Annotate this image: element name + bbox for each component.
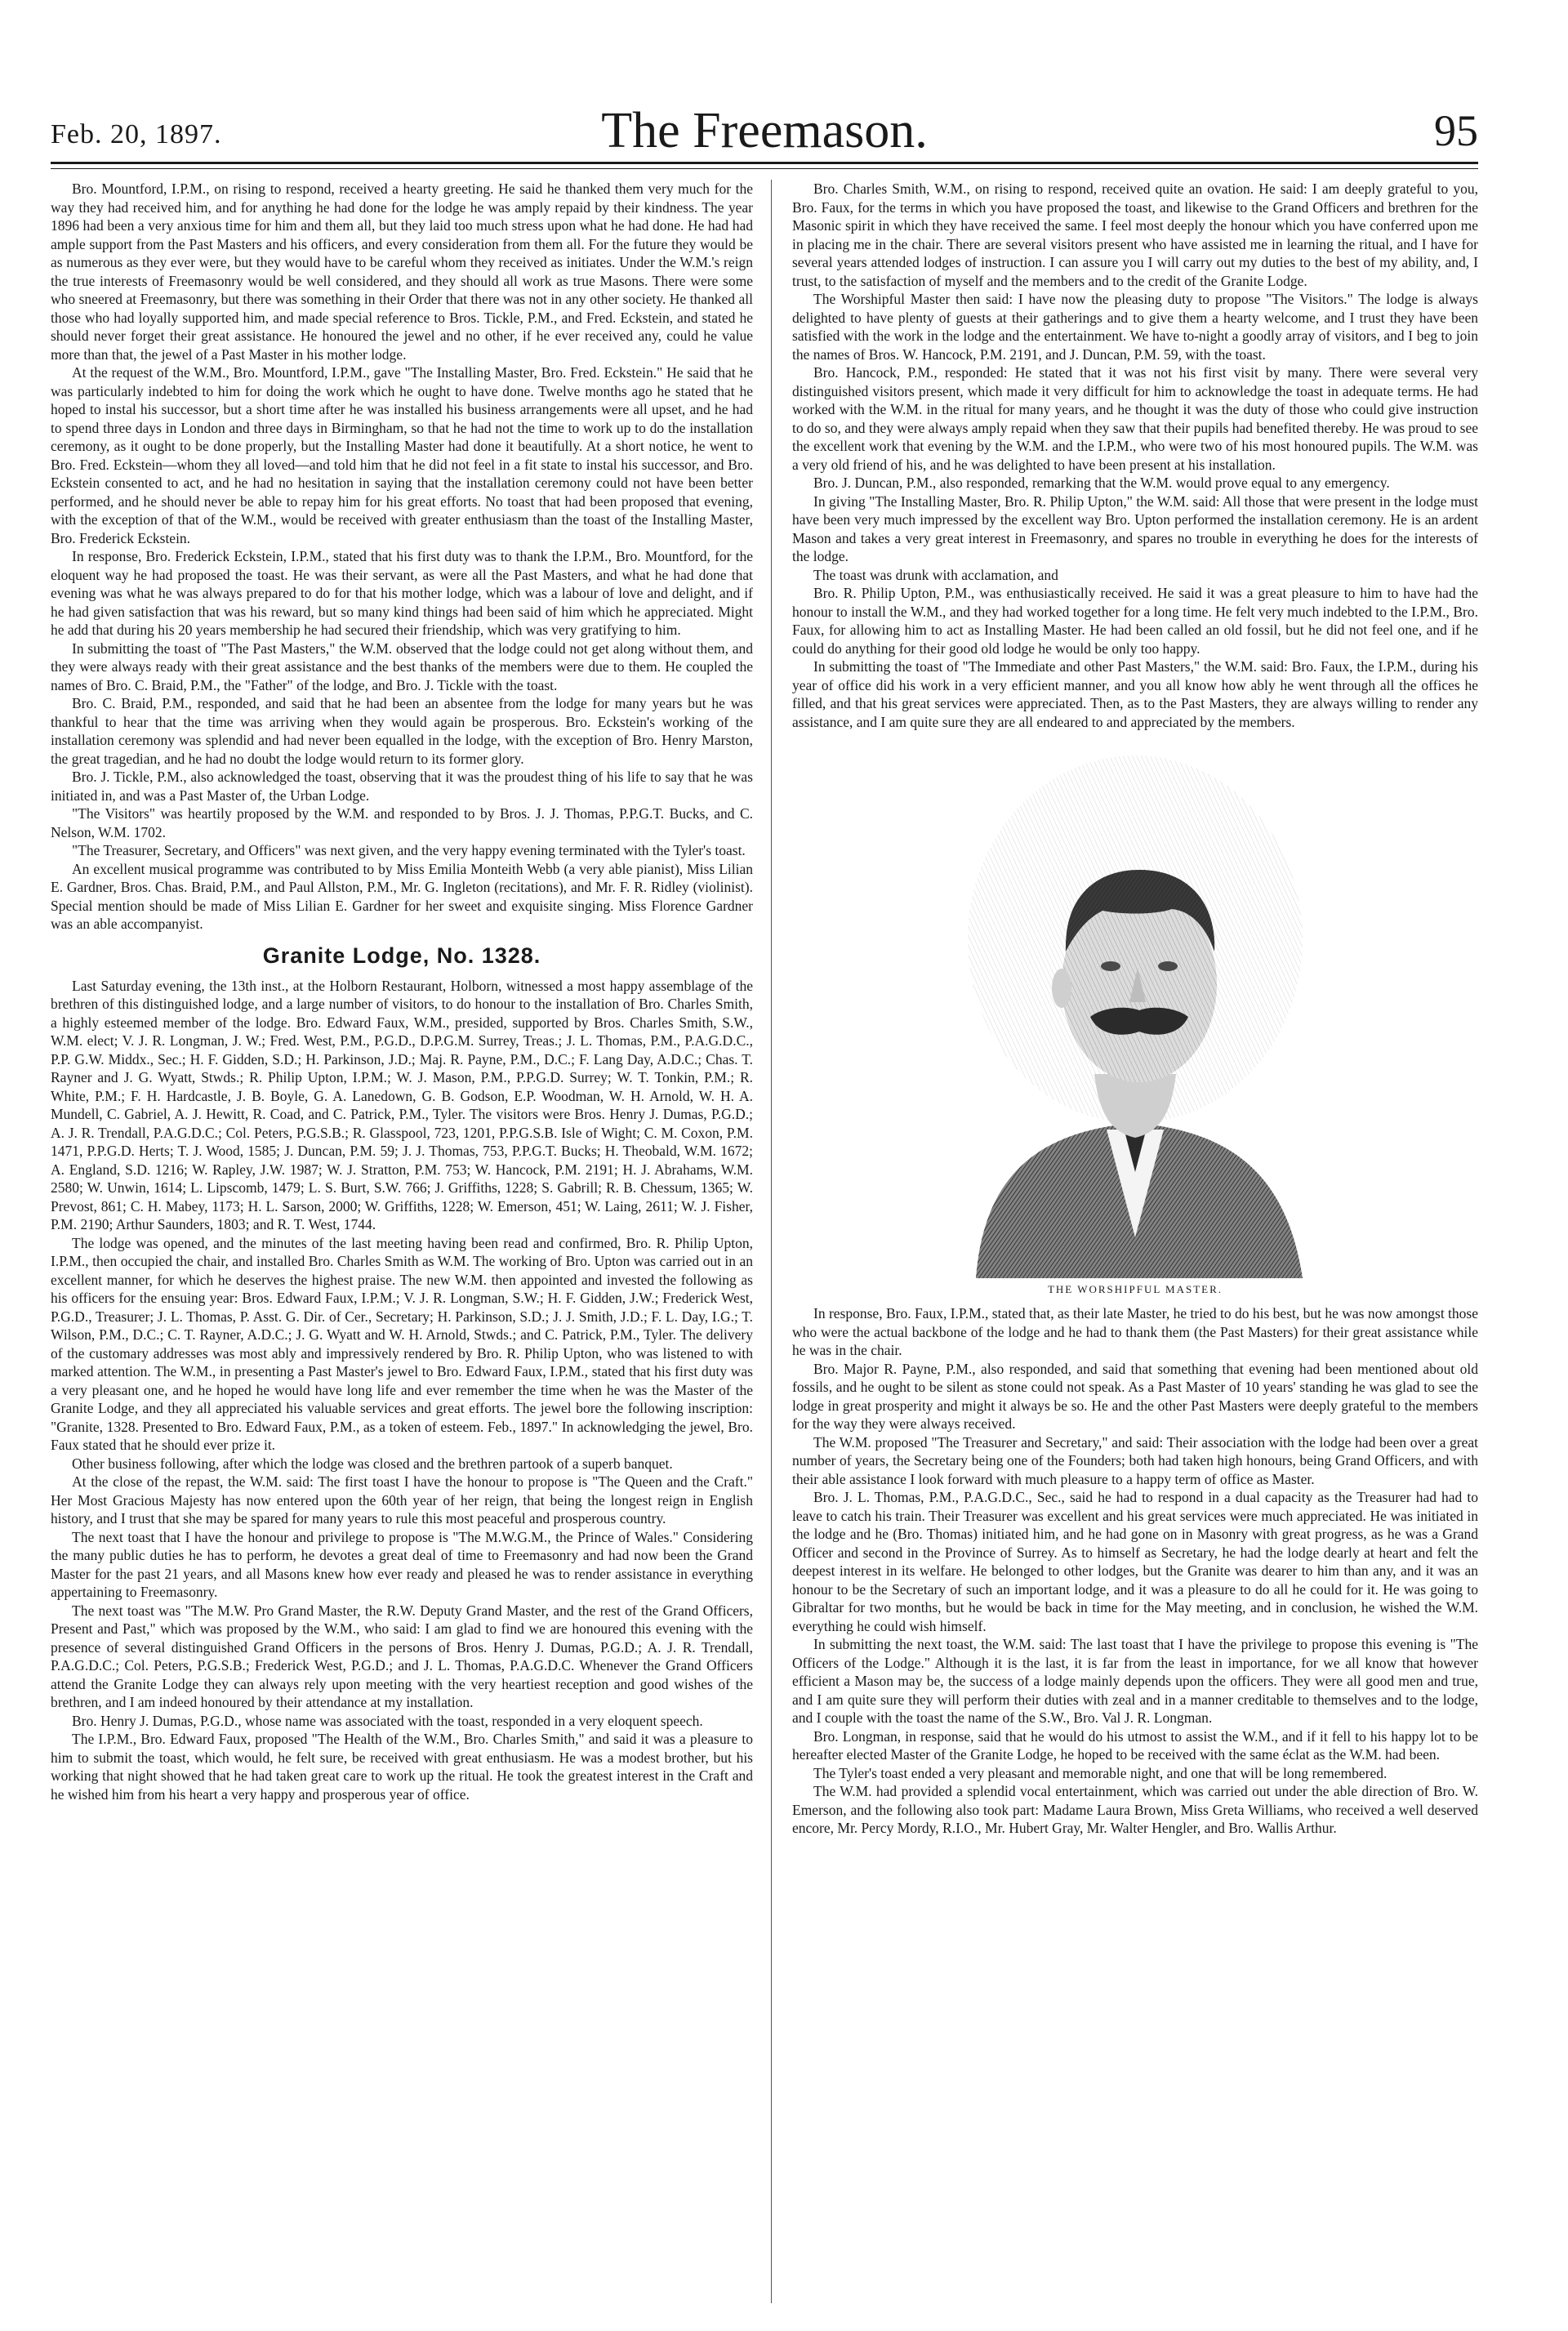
masthead-rule-thin bbox=[51, 168, 1478, 169]
article-paragraph: The W.M. had provided a splendid vocal entertainment, which was carried out under the able direction of Bro. W. Emerson, and the following also took part: Madame Laura Brown, Miss Greta Williams, who received a well deserved encore, Mr. Percy Mordy, R.I.O., Mr. Hubert Gray, Mr. Walter Hengler, and Bro. Wallis Arthur. bbox=[792, 1783, 1478, 1836]
article-paragraph: The W.M. proposed "The Treasurer and Secretary," and said: Their association with the lodge had been over a great number of years, the Secretary being one of the Founders; both had taken high honours, being Grand Officers, and with their able assistance I look forward with much pleasure to a happy term of office as Master. bbox=[792, 1433, 1478, 1487]
left-column bbox=[51, 180, 753, 2303]
article-paragraph: Bro. Henry J. Dumas, P.G.D., whose name was associated with the toast, responded in a very eloquent speech. bbox=[72, 1712, 703, 1729]
article-paragraph: Bro. R. Philip Upton, P.M., was enthusiastically received. He said it was a great pleasure to him to have had the honour to install the W.M., and they had worked together for a long time. He felt very much indebted to the I.P.M., Bro. Faux, for allowing him to act as Installing Master. He had been called an old fossil, but he did not feel one, and if he could do anything for their good old lodge he would be only too happy. bbox=[792, 585, 1478, 657]
portrait-caption: THE WORSHIPFUL MASTER. bbox=[1047, 1283, 1223, 1295]
article-paragraph: "The Treasurer, Secretary, and Officers" was next given, and the very happy evening terminated with the Tyler's toast. bbox=[72, 842, 746, 858]
article-paragraph: Last Saturday evening, the 13th inst., at the Holborn Restaurant, Holborn, witnessed a most happy assemblage of the brethren of this distinguished lodge, and a large number of visitors, to do honour to the installation of Bro. Charles Smith, a highly esteemed member of the lodge. Bro. Edward Faux, W.M., presided, supported by Bros. Charles Smith, S.W., W.M. elect; V. J. R. Longman, J. W.; Fred. West, P.M., P.G.D., D.P.G.M. Surrey, Treas.; J. L. Thomas, P.M., P.A.G.D.C., P.P. G.W. Middx., Sec.; H. F. Gidden, S.D.; H. Parkinson, J.D.; Maj. R. Payne, P.M., D.C.; F. Lang Day, A.D.C.; Chas. T. Rayner and J. G. Wyatt, Stwds.; R. Philip Upton, I.P.M.; W. J. Mason, P.M., P.P.G.D. Surrey; W. T. Tonkin, P.M.; R. White, P.M.; F. H. Hardcastle, J. B. Boyle, G. A. Lanedown, G. B. Godson, E.P. Woodman, W. H. Arnold, W. H. A. Mundell, C. Gabriel, A. J. Hewitt, R. Coad, and C. Patrick, P.M., Tyler. The visitors were Bros. Henry J. Dumas, P.G.D.; A. J. R. Trendall, P.A.G.D.C.; Col. Peters, P.G.S.B.; R. Glasspool, 723, 1201, P.P.G.S.B. Isle of Wight; C. M. Coxon, P.M. 1471, P.P.G.D. Herts; T. J. Wood, 1585; J. Duncan, P.M. 59; J. J. Thomas, 753, P.P.G.T. Bucks; H. Theobald, W.M. 1672; A. England, S.D. 1216; W. Rapley, J.W. 1987; W. J. Stratton, P.M. 753; W. Hancock, P.M. 2191; H. J. Abrahams, W.M. 2580; W. Unwin, 1614; L. Lipscomb, 1479; L. S. Burt, S.W. 766; J. Griffiths, 1228; S. Gabrill; R. B. Chessum, 1365; W. Prevost, 861; C. H. Mabey, 1173; H. L. Sarson, 2000; W. Griffiths, 1228; W. Emerson, 451; W. Laing, 2611; W. J. Fisher, P.M. 2190; Arthur Saunders, 1803; and R. T. West, 1744. bbox=[51, 977, 753, 1232]
article-paragraph: Bro. Longman, in response, said that he would do his utmost to assist the W.M., and if it fell to his happy lot to be hereafter elected Master of the Granite Lodge, he hoped to be received with the same éclat as the W.M. had been. bbox=[792, 1727, 1478, 1763]
masthead bbox=[51, 103, 1478, 158]
article-paragraph: Bro. C. Braid, P.M., responded, and said that he had been an absentee from the lodge for many years but he was thankful to hear that the time was arriving when they would again be prosperous. Bro. Eckstein's working of the installation ceremony was splendid and had never been equalled in the lodge, with the exception of Bro. Henry Marston, the great tragedian, and he had no doubt the lodge would return to its former glory. bbox=[51, 695, 753, 767]
article-paragraph: In response, Bro. Frederick Eckstein, I.P.M., stated that his first duty was to thank the I.P.M., Bro. Mountford, for the eloquent way he had proposed the toast. He was their servant, as were all the Past Masters, and what he had done that evening was what he was always prepared to do for that his mother lodge, which was a labour of love and delight, and if he had given satisfaction that was his reward, but so many kind things had been said of him which he appreciated. Might he add that during his 20 years membership he had secured their friendship, which was very gratifying to him. bbox=[51, 548, 753, 638]
article-paragraph: The I.P.M., Bro. Edward Faux, proposed "The Health of the W.M., Bro. Charles Smith," and said it was a pleasure to him to submit the toast, which would, he felt sure, be received with great enthusiasm. He was a modest brother, but his working that night showed that he had taken great care to work up the ritual. He took the greatest interest in the Craft and he wished him from his heart a very happy and prosperous year of office. bbox=[51, 1731, 753, 1803]
article-granite-lodge bbox=[51, 977, 753, 1804]
page-number: 95 bbox=[1434, 106, 1478, 155]
article-paragraph: In submitting the next toast, the W.M. said: The last toast that I have the privilege to propose this evening is "The Officers of the Lodge." Although it is the last, it is far from the least in importance, for we all know that however efficient a Mason may be, the success of a lodge mainly depends upon the officers. They were all good men and true, and I am quite sure they will perform their duties with zeal and in a manner creditable to themselves and to the lodge, and I couple with the toast the name of the S.W., Bro. Val J. R. Longman. bbox=[792, 1636, 1478, 1726]
article-paragraph: "The Visitors" was heartily proposed by the W.M. and responded to by Bros. J. J. Thomas, P.P.G.T. Bucks, and C. Nelson, W.M. 1702. bbox=[51, 805, 753, 840]
article-paragraph: Bro. Major R. Payne, P.M., also responded, and said that something that evening had been mentioned about old fossils, and he ought to be silent as stone could not speak. As a Past Master of 10 years' standing he was glad to see the lodge in great prosperity and might it always be so. He and the other Past Masters were deeply grateful to the members for the way they were always received. bbox=[792, 1360, 1478, 1432]
article-paragraph: An excellent musical programme was contributed to by Miss Emilia Monteith Webb (a very able pianist), Miss Lilian E. Gardner, Bros. Chas. Braid, P.M., and Paul Allston, P.M., Mr. G. Ingleton (recitations), and Mr. F. R. Ridley (violinist). Special mention should be made of Miss Lilian E. Gardner for her sweet and exquisite singing. Miss Florence Gardner was an able accompanyist. bbox=[51, 860, 753, 932]
article-paragraph: The toast was drunk with acclamation, and bbox=[813, 566, 1058, 583]
article-paragraph: The next toast that I have the honour and privilege to propose is "The M.W.G.M., the Prince of Wales." Considering the many public duties he has to perform, he devotes a great deal of time to Freemasonry and had now been the Grand Master for the past 21 years, and all Masons knew how ever ready and pleased he was to render assistance in everything appertaining to Freemasonry. bbox=[51, 1528, 753, 1600]
portrait-illustration bbox=[943, 747, 1327, 1278]
article-paragraph: The Worshipful Master then said: I have now the pleasing duty to propose "The Visitors." The lodge is always delighted to have plenty of guests at their gatherings and to give them a hearty welcome, and I trust they have been satisfied with the work in the lodge and the entertainment. We have to-night a goodly array of visitors, and I beg to join the names of Bros. W. Hancock, P.M. 2191, and J. Duncan, P.M. 59, with the toast. bbox=[792, 291, 1478, 363]
article-paragraph: Bro. Charles Smith, W.M., on rising to respond, received quite an ovation. He said: I am deeply grateful to you, Bro. Faux, for the terms in which you have proposed the toast, and likewise to the Grand Officers and brethren for the Masonic spirit in which they have received the same. I feel most deeply the honour which you have conferred upon me in placing me in the chair. There are several visitors present who have assisted me in learning the ritual, and I have for several years attended lodges of instruction. I can assure you I will carry out my duties to the best of my ability, and, I trust, to the satisfaction of myself and the members and to the credit of the Granite Lodge. bbox=[792, 181, 1478, 289]
article-paragraph: In submitting the toast of "The Past Masters," the W.M. observed that the lodge could not get along without them, and they were always ready with their great assistance and the best thanks of the members were due to them. He coupled the names of Bro. C. Braid, P.M., the "Father" of the lodge, and Bro. J. Tickle with the toast. bbox=[51, 640, 753, 693]
article-paragraph: In giving "The Installing Master, Bro. R. Philip Upton," the W.M. said: All those that were present in the lodge must have been very much impressed by the excellent way Bro. Upton performed the installation ceremony. He is an ardent Mason and takes a very great interest in Freemasonry, and spares no trouble in everything he does for the interests of the lodge. bbox=[792, 492, 1478, 564]
article-lodge-report bbox=[51, 180, 753, 934]
masthead-rule bbox=[51, 162, 1478, 164]
article-paragraph: At the close of the repast, the W.M. said: The first toast I have the honour to propose is "The Queen and the Craft." Her Most Gracious Majesty has now entered upon the 60th year of her reign, that being the longest reign in English history, and I trust that she may be spared for many years to rule this most peaceful and prosperous country. bbox=[51, 1473, 753, 1527]
article-paragraph: In submitting the toast of "The Immediate and other Past Masters," the W.M. said: Bro. Faux, the I.P.M., during his year of office did his work in a very efficient manner, and you all know how ably he went through all the offices he filled, and that his great services were appreciated. Then, as to the Past Masters, they are always willing to render any assistance, and I am quite sure they are all endeared to and appreciated by the members. bbox=[792, 658, 1478, 730]
portrait-engraving bbox=[943, 747, 1327, 1278]
section-title-granite-lodge: Granite Lodge, No. 1328. bbox=[262, 943, 541, 968]
article-paragraph: The lodge was opened, and the minutes of the last meeting having been read and confirmed, Bro. R. Philip Upton, I.P.M., then occupied the chair, and installed Bro. Charles Smith as W.M. The working of Bro. Upton was carried out in an excellent manner, for which he deserves the highest praise. The new W.M. then appointed and invested the following as his officers for the ensuing year: Bros. Edward Faux, I.P.M.; V. J. R. Longman, S.W.; H. F. Gidden, J.W.; Frederick West, P.G.D., Treasurer; J. L. Thomas, P. Asst. G. Dir. of Cer., Secretary; H. Parkinson, S.D.; J. J. Smith, J.D.; F. L. Day, I.G.; T. Wilson, P.M., D.C.; C. T. Rayner, A.D.C.; J. G. Wyatt and W. H. Arnold, Stwds.; and C. Patrick, P.M., Tyler. The delivery of the customary addresses was most ably and impressively rendered by Bro. R. Philip Upton, who was listened to with marked attention. The W.M., in presenting a Past Master's jewel to Bro. Edward Faux, I.P.M., stated that his first duty was a very pleasant one, and he hoped he would have long life and ever remember the time when he was the Master of the Granite Lodge, and they all appreciated his valuable services and great efforts. The jewel bore the following inscription: "Granite, 1328. Presented to Bro. Edward Faux, P.M., as a token of esteem. Feb., 1897." In acknowledging the jewel, Bro. Faux stated that he should ever prize it. bbox=[51, 1234, 753, 1453]
issue-date: Feb. 20, 1897. bbox=[51, 119, 222, 149]
article-paragraph: Bro. Mountford, I.P.M., on rising to respond, received a hearty greeting. He said he thanked them very much for the way they had received him, and for anything he had done for the lodge he was amply repaid by their kindness. The year 1896 had been a very anxious time for him and them all, but they laid too much stress upon what he had done. He had had ample support from the Past Masters and his officers, and every consideration from them all. For the future they would be as numerous as they ever were, but they would have to be careful whom they received as initiates. Under the W.M.'s reign the true interests of Freemasonry would be well considered, and they should all work as true Masons. There were some who sneered at Freemasonry, but there was something in their Order that there was not in any other society. He thanked all those who had loyally supported him, and made special reference to Bros. Tickle, P.M., and Fred. Eckstein, and stated he should never forget their great assistance. He honoured the jewel and no other, if he ever received any, could he value more than that, the jewel of a Past Master in his mother lodge. bbox=[51, 181, 753, 363]
article-paragraph: Other business following, after which the lodge was closed and the brethren partook of a superb banquet. bbox=[72, 1455, 673, 1472]
article-paragraph: Bro. J. Duncan, P.M., also responded, remarking that the W.M. would prove equal to any emergency. bbox=[813, 475, 1390, 491]
article-paragraph: The Tyler's toast ended a very pleasant and memorable night, and one that will be long remembered. bbox=[813, 1764, 1388, 1781]
article-paragraph: The next toast was "The M.W. Pro Grand Master, the R.W. Deputy Grand Master, and the rest of the Grand Officers, Present and Past," which was proposed by the W.M., who said: I am glad to find we are honoured this evening with the presence of several distinguished Grand Officers in the persons of Bros. Henry J. Dumas, P.G.D.; A. J. R. Trendall, P.A.G.D.C.; Col. Peters, P.G.S.B.; Frederick West, P.G.D.; and J. L. Thomas, P.A.G.D.C. Whenever the Grand Officers attend the Granite Lodge they can always rely upon meeting with the very heartiest reception and good wishes of the brethren, and I am indeed honoured by their attendance at my installation. bbox=[51, 1602, 753, 1710]
article-paragraph: Bro. J. Tickle, P.M., also acknowledged the toast, observing that it was the proudest thing of his life to say that he was initiated in, and was a Past Master of, the Urban Lodge. bbox=[51, 769, 753, 804]
newspaper-title: The Freemason. bbox=[601, 103, 928, 158]
article-paragraph: Bro. J. L. Thomas, P.M., P.A.G.D.C., Sec., said he had to respond in a dual capacity as the Treasurer had had to leave to catch his train. Their Treasurer was excellent and his great services were much appreciated. He was initiated in the lodge and he (Bro. Thomas) initiated him, and he had gone on in Masonry with great progress, as he was a Grand Officer and second in the Province of Surrey. As to himself as Secretary, he had the lodge dearly at heart and felt the deepest interest in its welfare. He belonged to other lodges, but the Granite was dearer to him than any, and it was an honour to be the Secretary of such an important lodge, and it was a pleasure to do all he could for it. He was going to Gibraltar for two months, but he would be back in time for the May meeting, and in conclusion, he wished the W.M. everything he could wish himself. bbox=[792, 1489, 1478, 1634]
right-column bbox=[792, 180, 1478, 2303]
article-paragraph: At the request of the W.M., Bro. Mountford, I.P.M., gave "The Installing Master, Bro. Fred. Eckstein." He said that he was particularly indebted to him for doing the work which he ought to have done. Twelve months ago he stated that he hoped to instal his successor, but a short time after he was installed his business arrangements were all upset, and he had to spend three days in London and three days in Birmingham, so that he had not the time to work up to do the installation ceremony, as it ought to be done properly, but the Installing Master had done it beautifully. At a short notice, he went to Bro. Fred. Eckstein—whom they all loved—and told him that he did not feel in a fit state to instal his successor, and Bro. Eckstein consented to act, and he had no hesitation in saying that the installation ceremony could not have been better performed, and he should never be able to repay him for his great efforts. No toast that had been proposed that evening, with the exception of that of the W.M., would be received with greater enthusiasm than the toast of the Installing Master, Bro. Frederick Eckstein. bbox=[51, 364, 753, 546]
article-paragraph: Bro. Hancock, P.M., responded: He stated that it was not his first visit by many. There were several very distinguished visitors present, which made it very difficult for him to acknowledge the toast in adequate terms. He had worked with the W.M. in the ritual for many years, and he thought it was the duty of those who could give instruction to do so, and they were always amply repaid when they saw that their pupils had benefited thereby. He was proud to see the excellent work that evening by the W.M. and the I.P.M., who were two of his most honoured pupils. The W.M. was a very old friend of his, and he was delighted to have been present at his installation. bbox=[792, 364, 1478, 473]
article-paragraph: In response, Bro. Faux, I.P.M., stated that, as their late Master, he tried to do his best, but he was now amongst those who were the actual backbone of the lodge and he had to thank them (the Past Masters) for their great assistance while he was in the chair. bbox=[792, 1305, 1478, 1358]
column-divider bbox=[771, 180, 772, 2303]
